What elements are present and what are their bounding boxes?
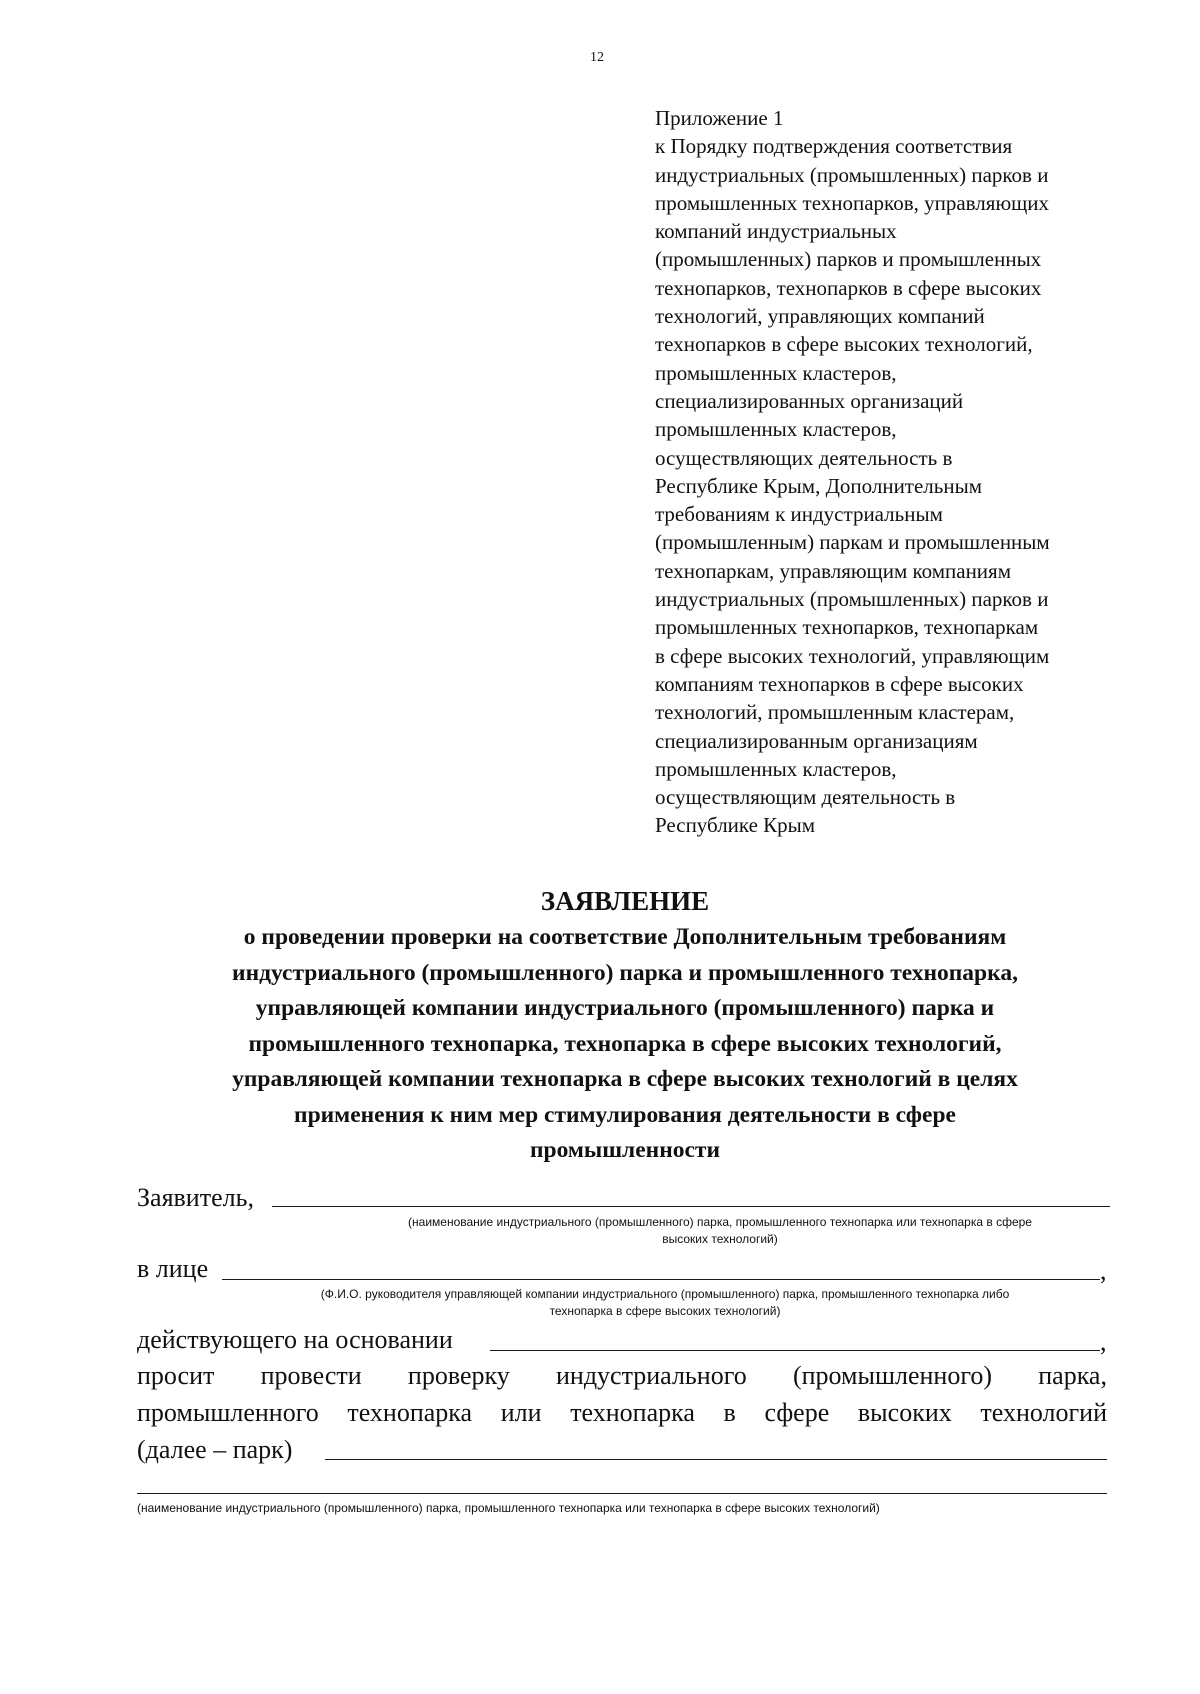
request-word: высоких	[857, 1398, 952, 1427]
appendix-line: технологий, управляющих компаний	[655, 304, 985, 329]
appendix-line: специализированным организациям	[655, 728, 978, 753]
appendix-line: Республике Крым, Дополнительным	[655, 473, 982, 498]
request-word: парка,	[1038, 1361, 1107, 1390]
basis-comma: ,	[1100, 1327, 1107, 1356]
appendix-line: к Порядку подтверждения соответствия	[655, 134, 1013, 159]
document-heading: ЗАЯВЛЕНИЕ	[540, 886, 710, 916]
appendix-line: осуществляющим деятельность в	[655, 785, 956, 810]
appendix-line: (промышленных) парков и промышленных	[655, 247, 1042, 272]
request-word: или	[500, 1398, 542, 1427]
request-word: (промышленного)	[792, 1361, 992, 1390]
applicant-label: Заявитель,	[137, 1183, 254, 1212]
park-label: (далее – парк)	[137, 1435, 293, 1464]
request-word: индустриального	[555, 1361, 747, 1390]
request-word: просит	[137, 1361, 215, 1390]
appendix-line: компаний индустриальных	[655, 219, 897, 244]
appendix-line: компаниям технопарков в сфере высоких	[655, 671, 1024, 696]
appendix-line: в сфере высоких технологий, управляющим	[655, 643, 1050, 668]
request-word: провести	[260, 1361, 362, 1390]
request-word: технопарка	[570, 1398, 695, 1427]
applicant-caption-line1: (наименование индустриального (промышленного) парка, промышленного технопарка или технопарка в сфере	[408, 1215, 1032, 1229]
appendix-line: индустриальных (промышленных) парков и	[655, 587, 1049, 612]
request-line-2	[137, 1398, 1107, 1428]
park-caption: (наименование индустриального (промышленного) парка, промышленного технопарка или технопарка в сфере высоких технологий)	[137, 1501, 880, 1515]
appendix-line: промышленных кластеров,	[655, 756, 897, 781]
appendix-block	[655, 104, 1125, 840]
title-line: индустриального (промышленного) парка и промышленного технопарка,	[232, 959, 1018, 986]
request-word: в	[723, 1398, 736, 1427]
appendix-line: технопаркам, управляющим компаниям	[655, 558, 1011, 583]
title-line: промышленного технопарка, технопарка в сфере высоких технологий,	[248, 1030, 1002, 1057]
appendix-line: Республике Крым	[655, 813, 816, 838]
person-comma: ,	[1100, 1256, 1107, 1285]
request-word: проверку	[407, 1361, 510, 1390]
person-caption-line1: (Ф.И.О. руководителя управляющей компании индустриального (промышленного) парка, промышленного технопарка либо	[320, 1287, 1010, 1301]
appendix-line: (промышленным) паркам и промышленным	[655, 530, 1050, 555]
park-field[interactable]	[325, 1459, 1107, 1460]
title-block	[100, 883, 1150, 1169]
basis-field[interactable]	[490, 1350, 1100, 1351]
page-number: 12	[590, 50, 604, 65]
appendix-line: промышленных технопарков, управляющих	[655, 190, 1050, 215]
request-word: промышленного	[137, 1398, 319, 1427]
appendix-line: осуществляющих деятельность в	[655, 445, 953, 470]
request-word: технологий	[980, 1398, 1107, 1427]
basis-label: действующего на основании	[137, 1325, 453, 1354]
park-field-continuation[interactable]	[137, 1493, 1107, 1494]
title-line: управляющей компании индустриального (промышленного) парка и	[255, 995, 995, 1021]
appendix-line: технологий, промышленным кластерам,	[655, 700, 1015, 725]
person-label: в лице	[137, 1254, 209, 1283]
appendix-line: промышленных технопарков, технопаркам	[655, 615, 1039, 640]
title-line: управляющей компании технопарка в сфере высоких технологий в целях	[232, 1066, 1018, 1092]
title-line: применения к ним мер стимулирования деятельности в сфере	[294, 1101, 956, 1128]
appendix-line: технопарков, технопарков в сфере высоких	[655, 275, 1042, 300]
request-word: сфере	[764, 1398, 830, 1427]
applicant-field[interactable]	[272, 1206, 1110, 1207]
applicant-caption-line2: высоких технологий)	[662, 1232, 778, 1246]
title-line: промышленности	[529, 1137, 721, 1163]
appendix-line: требованиям к индустриальным	[655, 502, 943, 527]
appendix-line: технопарков в сфере высоких технологий,	[655, 332, 1033, 357]
appendix-line: специализированных организаций	[655, 388, 964, 413]
appendix-line: Приложение 1	[655, 106, 784, 130]
person-caption-line2: технопарка в сфере высоких технологий)	[549, 1304, 781, 1318]
appendix-line: промышленных кластеров,	[655, 360, 897, 385]
request-word: технопарка	[347, 1398, 473, 1427]
appendix-line: промышленных кластеров,	[655, 417, 897, 442]
person-field[interactable]	[222, 1279, 1100, 1280]
title-line: о проведении проверки на соответствие Дополнительным требованиям	[243, 924, 1007, 950]
request-line	[137, 1361, 1107, 1391]
appendix-line: индустриальных (промышленных) парков и	[655, 162, 1049, 187]
